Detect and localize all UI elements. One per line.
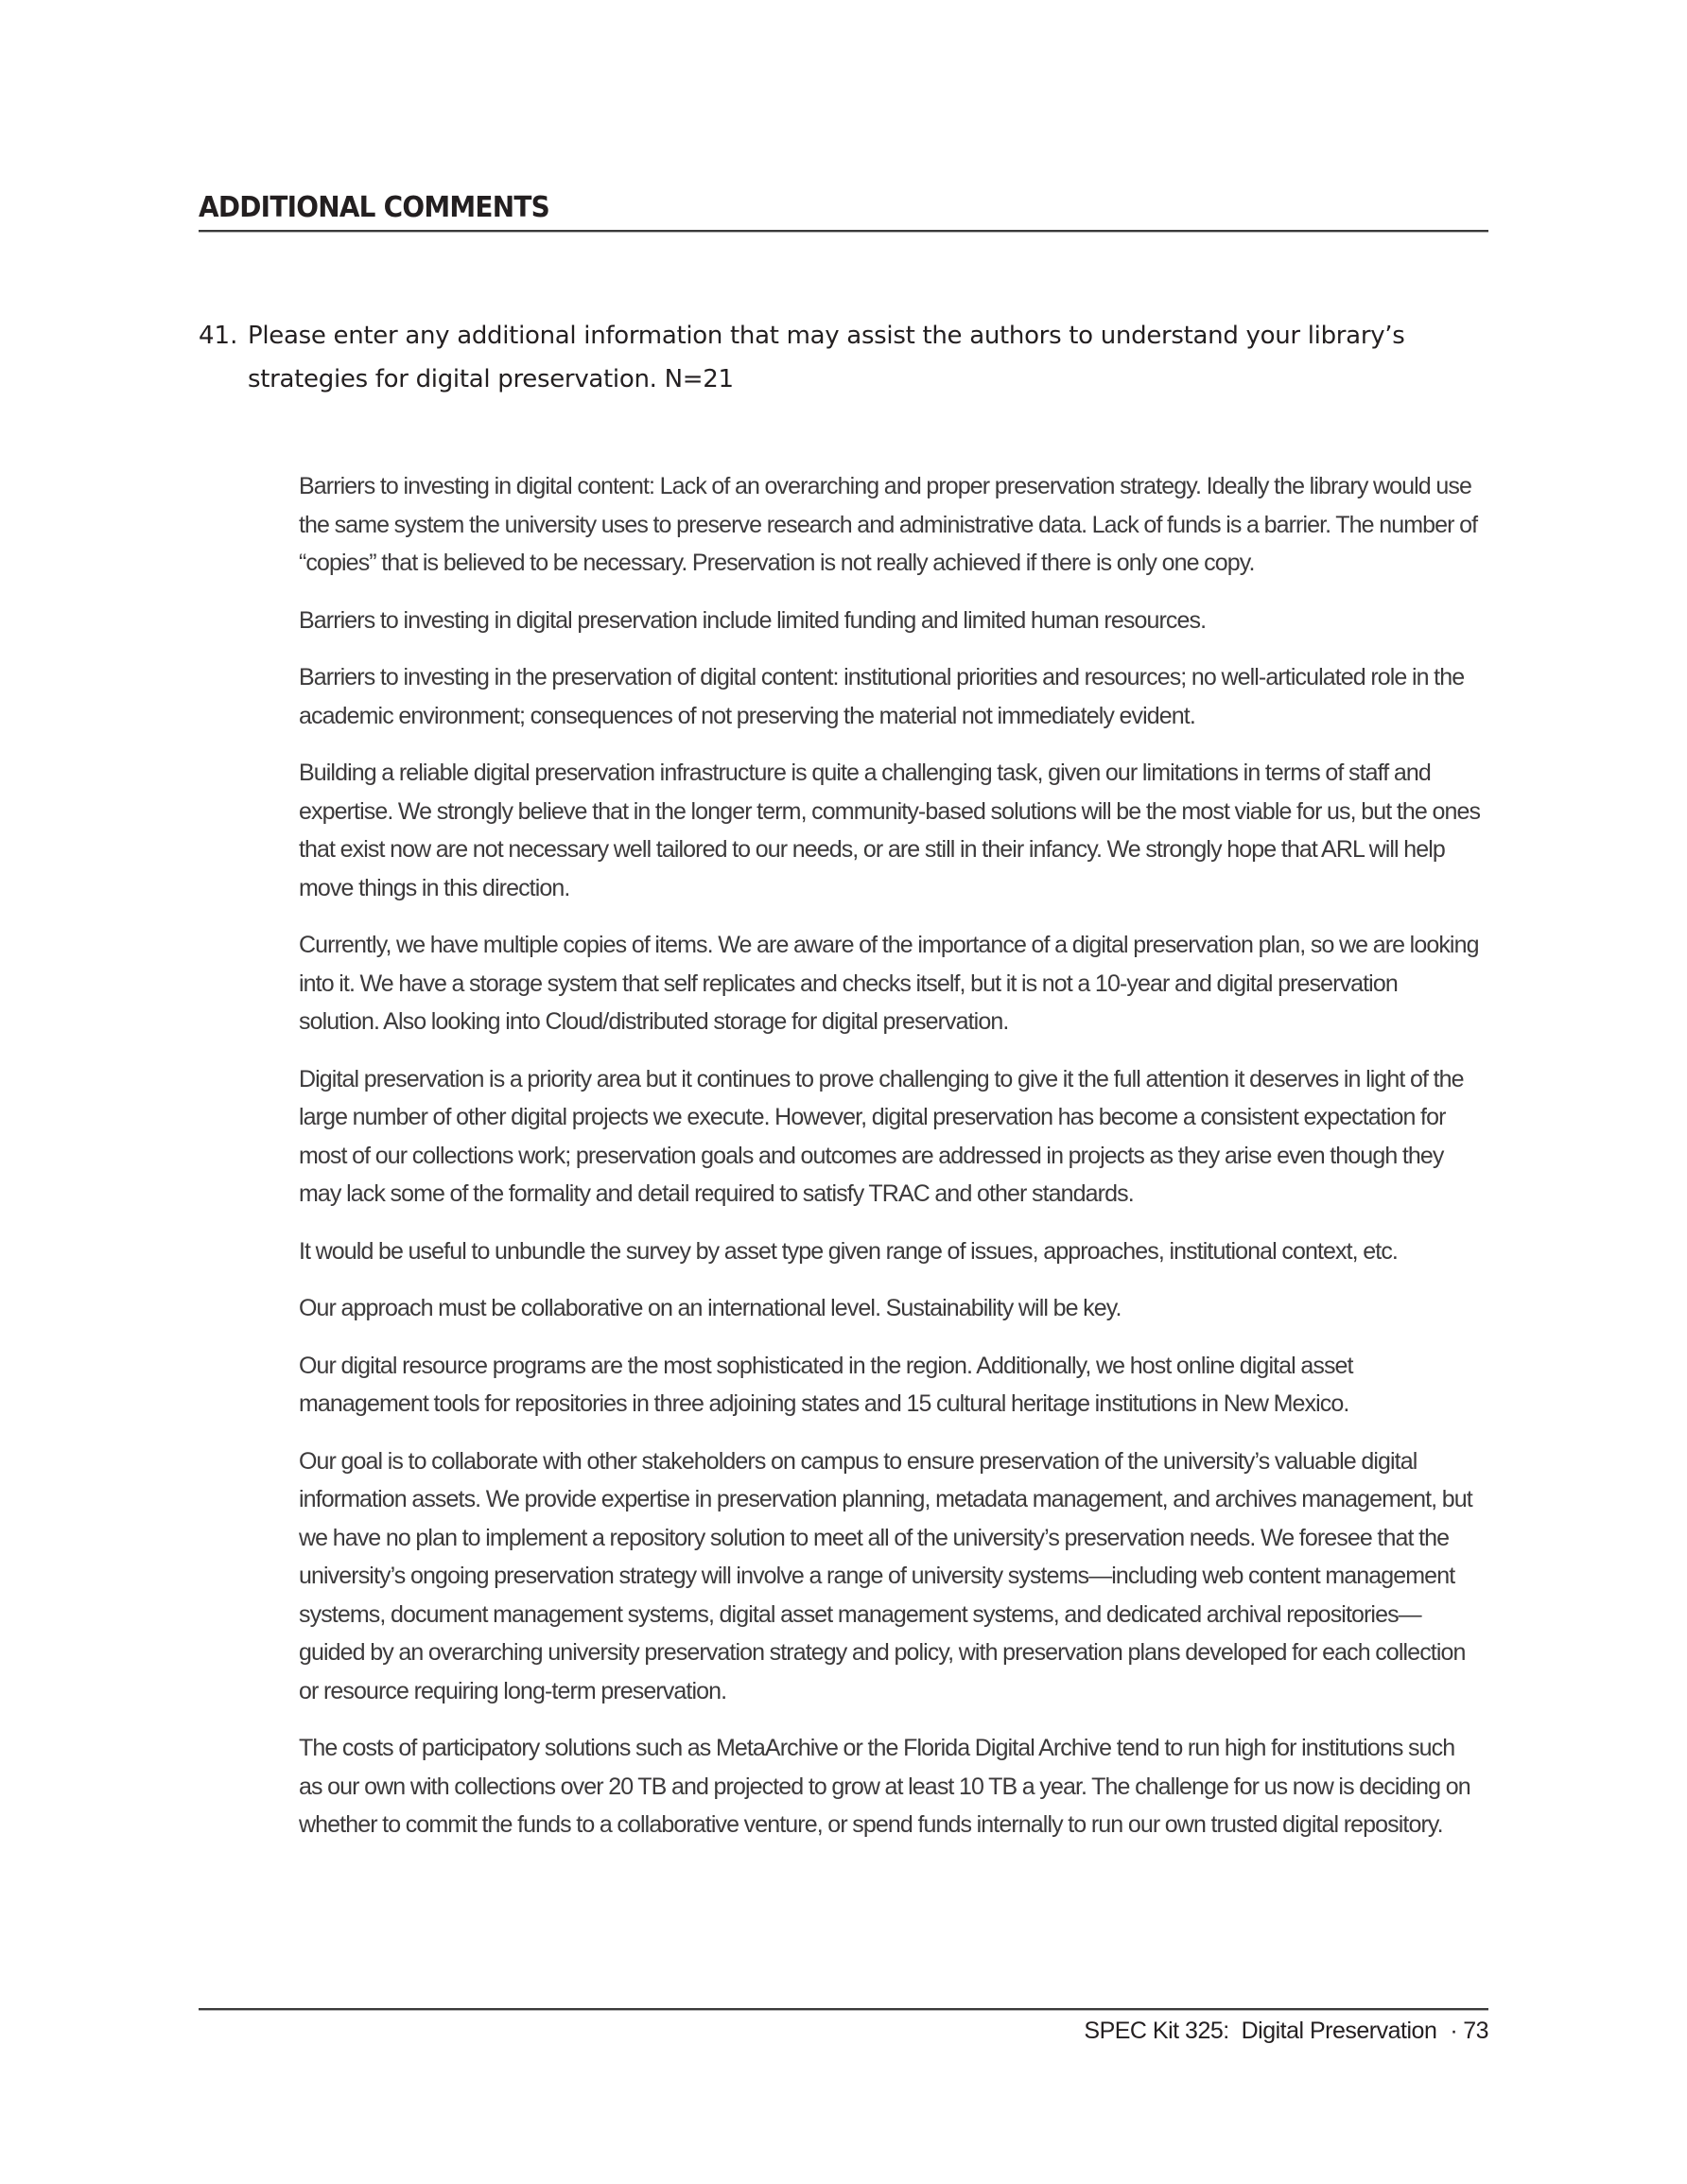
- response-item: Our approach must be collaborative on an international level. Sustainability will be key.: [299, 1295, 1122, 1321]
- heading-divider: [199, 230, 1488, 233]
- question-text: Please enter any additional information that may assist the authors to understand your library’s strategies for digital preservation. N=21: [248, 322, 1405, 393]
- response-item: Barriers to investing in digital content: Lack of an overarching and proper preservation strategy. Ideally the library would use the same system the university uses to preserve research and administrative data. Lack of funds is a barrier. The number of “copies” that is believed to be necessary. Preservation is not really achieved if there is only one copy.: [299, 473, 1478, 576]
- page-footer: [1084, 2015, 1488, 2047]
- page-number: 73: [1463, 2018, 1488, 2044]
- response-item: The costs of participatory solutions such as MetaArchive or the Florida Digital Archive tend to run high for institutions such as our own with collections over 20 TB and projected to grow at least 10 TB a year. The challenge for us now is deciding on whether to commit the funds to a collaborative venture, or spend funds internally to run our own trusted digital repository.: [299, 1735, 1470, 1838]
- response-item: Our digital resource programs are the most sophisticated in the region. Additionally, we host online digital asset management tools for repositories in three adjoining states and 15 cultural heritage institutions in New Mexico.: [299, 1352, 1353, 1417]
- response-item: It would be useful to unbundle the survey by asset type given range of issues, approaches, institutional context, etc.: [299, 1237, 1398, 1265]
- response-item: Building a reliable digital preservation infrastructure is quite a challenging task, given our limitations in terms of staff and expertise. We strongly believe that in the longer term, community-based solutions will be the most viable for us, but the ones that exist now are not necessary well tailored to our needs, or are still in their infancy. We strongly hope that ARL will help move things in this direction.: [299, 760, 1481, 901]
- response-list: [299, 467, 1481, 1863]
- response-item: Barriers to investing in digital preservation include limited funding and limited human resources.: [299, 606, 1207, 634]
- response-item: Currently, we have multiple copies of items. We are aware of the importance of a digital preservation plan, so we are looking into it. We have a storage system that self replicates and checks itself, but it is not a 10-year and digital preservation solution. Also looking into Cloud/distributed storage for digital preservation.: [299, 932, 1479, 1035]
- survey-question: [199, 314, 1488, 401]
- footer-publication-title: SPEC Kit 325: Digital Preservation: [1084, 2018, 1437, 2044]
- footer-separator: ·: [1450, 2018, 1458, 2044]
- response-item: Our goal is to collaborate with other stakeholders on campus to ensure preservation of the university’s valuable digital information assets. We provide expertise in preservation planning, metadata management, and archives management, but we have no plan to implement a repository solution to meet all of the university’s preservation needs. We foresee that the university’s ongoing preservation strategy will involve a range of university systems—including web content management systems, document management systems, digital asset management systems, and dedicated archival repositories—guided by an overarching university preservation strategy and policy, with preservation plans developed for each collection or resource requiring long-term preservation.: [299, 1447, 1472, 1704]
- question-number: 41.: [199, 322, 238, 350]
- response-item: Digital preservation is a priority area but it continues to prove challenging to give it the full attention it deserves in light of the large number of other digital projects we execute. However, digital preservation has become a consistent expectation for most of our collections work; preservation goals and outcomes are addressed in projects as they arise even though they may lack some of the formality and detail required to satisfy TRAC and other standards.: [299, 1065, 1464, 1207]
- footer-divider: [199, 2008, 1488, 2011]
- response-item: Barriers to investing in the preservation of digital content: institutional priorities and resources; no well-articulated role in the academic environment; consequences of not preserving the material not immediately evident.: [299, 664, 1465, 729]
- section-heading: ADDITIONAL COMMENTS: [199, 191, 549, 224]
